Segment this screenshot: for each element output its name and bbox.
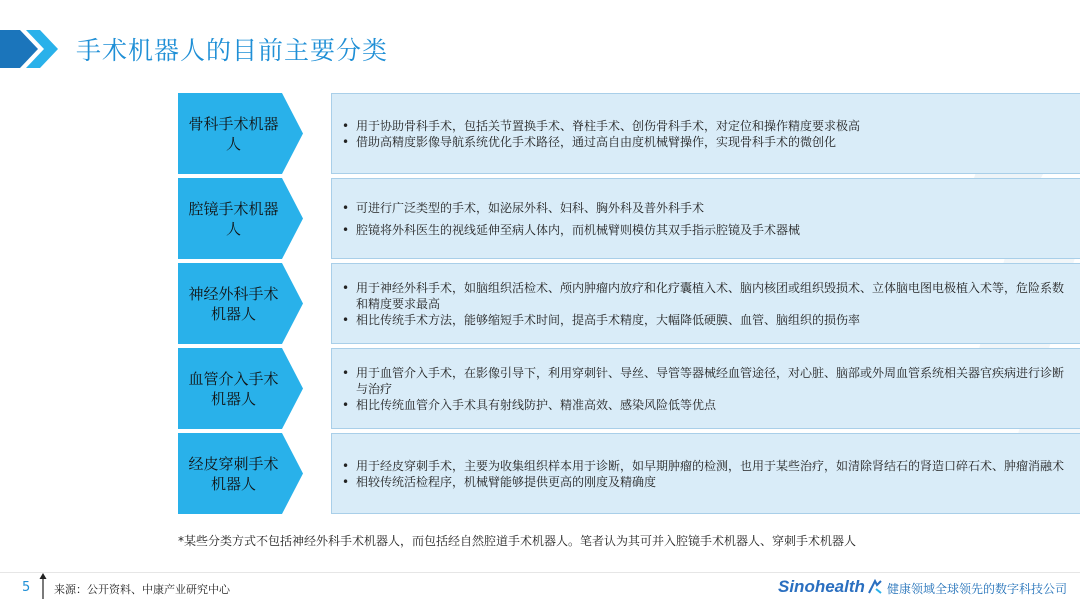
category-description (331, 178, 1080, 259)
bullet-item: • 用于血管介入手术，在影像引导下，利用穿刺针、导丝、导管等器械经血管途径，对心脏、脑部或外周血管系统相关器官疾病进行诊断与治疗 (342, 365, 1070, 397)
bullet-item: • 用于协助骨科手术，包括关节置换手术、脊柱手术、创伤骨科手术，对定位和操作精度要求极高 (342, 118, 1070, 134)
classification-row (178, 348, 1065, 429)
bullet-item: • 可进行广泛类型的手术，如泌尿外科、妇科、胸外科及普外科手术 (342, 200, 1070, 216)
category-label: 经皮穿刺手术机器人 (188, 454, 279, 493)
source-note: 来源：公开资料、中康产业研究中心 (54, 583, 230, 596)
classification-row (178, 93, 908, 174)
classification-list (178, 93, 1065, 518)
category-chevron (178, 348, 303, 429)
category-description (331, 93, 1080, 174)
page-title: 手术机器人的目前主要分类 (76, 36, 389, 65)
category-label: 神经外科手术机器人 (188, 284, 279, 323)
bullet-text: 相较传统活检程序，机械臂能够提供更高的刚度及精确度 (356, 474, 657, 489)
bullet-item: • 用于经皮穿刺手术，主要为收集组织样本用于诊断，如早期肿瘤的检测，也用于某些治疗，如清除肾结石的肾造口碎石术、肿瘤消融术 (342, 458, 1070, 474)
up-arrow-icon (38, 573, 48, 599)
bullet-text: 相比传统手术方法，能够缩短手术时间，提高手术精度，大幅降低硬膜、血管、脑组织的损伤率 (356, 312, 861, 327)
category-chevron (178, 433, 303, 514)
footnote: *某些分类方式不包括神经外科手术机器人，而包括经自然腔道手术机器人。笔者认为其可并入腔镜手术机器人、穿刺手术机器人 (178, 534, 857, 548)
bullet-text: 借助高精度影像导航系统优化手术路径，通过高自由度机械臂操作，实现骨科手术的微创化 (356, 134, 837, 149)
classification-row (178, 263, 1065, 344)
bullet-item: • 相比传统手术方法，能够缩短手术时间，提高手术精度，大幅降低硬膜、血管、脑组织的损伤率 (342, 312, 1070, 328)
brand-logo (778, 576, 883, 598)
bullet-item: • 用于神经外科手术，如脑组织活检术、颅内肿瘤内放疗和化疗囊植入术、脑内核团或组织毁损术、立体脑电图电极植入术等，危险系数和精度要求最高 (342, 280, 1070, 312)
bullet-text: 相比传统血管介入手术具有射线防护、精准高效、感染风险低等优点 (356, 397, 717, 412)
category-chevron (178, 93, 303, 174)
bullet-item: • 相比传统血管介入手术具有射线防护、精准高效、感染风险低等优点 (342, 397, 1070, 413)
page-number: 5 (22, 580, 31, 595)
sinohealth-logo-icon (867, 579, 883, 595)
bullet-item: • 相较传统活检程序，机械臂能够提供更高的刚度及精确度 (342, 474, 1070, 490)
classification-row (178, 433, 1065, 514)
double-chevron-icon (0, 30, 64, 68)
category-description (331, 263, 1080, 344)
category-description (331, 433, 1080, 514)
category-chevron (178, 178, 303, 259)
category-chevron (178, 263, 303, 344)
category-label: 血管介入手术机器人 (188, 369, 279, 408)
bullet-text: 可进行广泛类型的手术，如泌尿外科、妇科、胸外科及普外科手术 (356, 200, 705, 215)
bullet-text: 用于经皮穿刺手术，主要为收集组织样本用于诊断，如早期肿瘤的检测，也用于某些治疗，如清除肾结石的肾造口碎石术、肿瘤消融术 (356, 458, 1065, 473)
bullet-item: • 借助高精度影像导航系统优化手术路径，通过高自由度机械臂操作，实现骨科手术的微创化 (342, 134, 1070, 150)
category-label: 腔镜手术机器人 (188, 199, 279, 238)
bullet-text: 用于神经外科手术，如脑组织活检术、颅内肿瘤内放疗和化疗囊植入术、脑内核团或组织毁损术、立体脑电图电极植入术等，危险系数和精度要求最高 (356, 280, 1065, 311)
brand-name: Sinohealth (778, 577, 865, 596)
bullet-text: 用于协助骨科手术，包括关节置换手术、脊柱手术、创伤骨科手术，对定位和操作精度要求极高 (356, 118, 861, 133)
category-description (331, 348, 1080, 429)
category-label: 骨科手术机器人 (188, 114, 279, 153)
bullet-item: • 腔镜将外科医生的视线延伸至病人体内，而机械臂则模仿其双手指示腔镜及手术器械 (342, 222, 1070, 238)
bullet-text: 腔镜将外科医生的视线延伸至病人体内，而机械臂则模仿其双手指示腔镜及手术器械 (356, 222, 801, 237)
classification-row (178, 178, 908, 259)
company-slogan: 健康领域全球领先的数字科技公司 (887, 582, 1068, 596)
bullet-text: 用于血管介入手术，在影像引导下，利用穿刺针、导丝、导管等器械经血管途径，对心脏、脑部或外周血管系统相关器官疾病进行诊断与治疗 (356, 365, 1065, 396)
